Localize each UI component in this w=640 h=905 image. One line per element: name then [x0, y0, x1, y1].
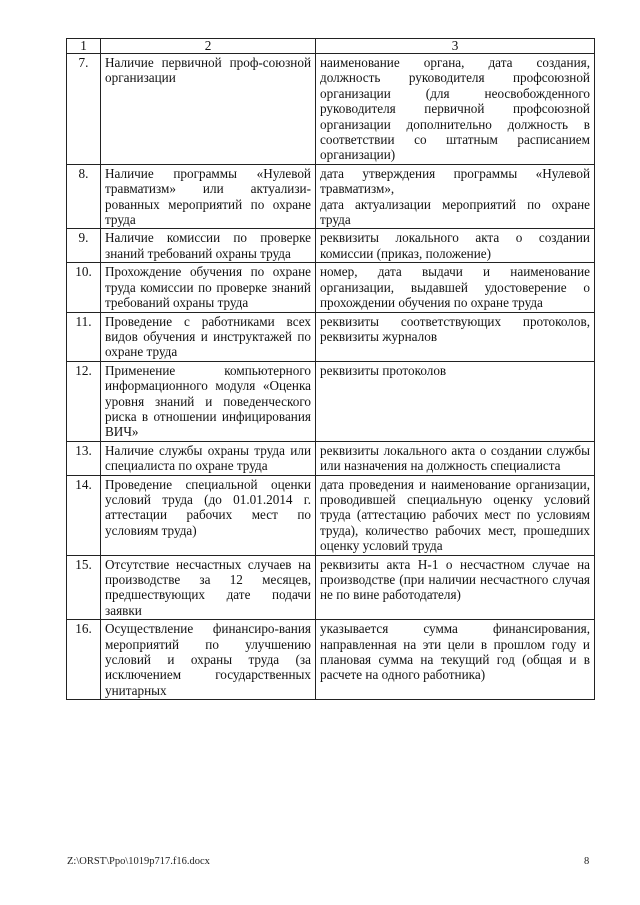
- row-number: 8.: [67, 164, 101, 229]
- table-row: [67, 620, 595, 700]
- row-number: 15.: [67, 555, 101, 620]
- table-row: [67, 164, 595, 229]
- page-number: 8: [584, 856, 590, 867]
- row-number: 9.: [67, 229, 101, 263]
- row-number: 7.: [67, 54, 101, 165]
- table-row: [67, 229, 595, 263]
- row-item: Наличие первичной проф-союзной организации: [101, 54, 316, 165]
- row-details: наименование органа, дата создания, должность руководителя профсоюзной организации (для неосвобожденного руководителя первичной профсоюзной организации дополнительно должность в соответствии со штатным расписанием организации): [316, 54, 595, 165]
- document-table: [66, 38, 595, 700]
- row-details: дата проведения и наименование организации, проводившей специальную оценку условий труда (аттестацию рабочих мест по условиям труда), количество рабочих мест, прошедших оценку условий труда: [316, 475, 595, 555]
- footer-file-path: Z:\ORST\Ppo\1019p717.f16.docx: [67, 856, 210, 867]
- row-item: Применение компьютерного информационного модуля «Оценка уровня знаний и поведенческого риска в отношении инфицирования ВИЧ»: [101, 361, 316, 441]
- table-row: [67, 54, 595, 165]
- row-details: номер, дата выдачи и наименование организации, выдавшей удостоверение о прохождении обучения по охране труда: [316, 263, 595, 312]
- header-cell: 1: [67, 39, 101, 54]
- row-item: Осуществление финансиро-вания мероприятий по улучшению условий и охраны труда (за исключением государственных унитарных: [101, 620, 316, 700]
- row-details: реквизиты протоколов: [316, 361, 595, 441]
- row-number: 11.: [67, 312, 101, 361]
- row-number: 12.: [67, 361, 101, 441]
- row-item: Отсутствие несчастных случаев на производстве за 12 месяцев, предшествующих дате подачи заявки: [101, 555, 316, 620]
- row-item: Прохождение обучения по охране труда комиссии по проверке знаний требований охраны труда: [101, 263, 316, 312]
- row-details: реквизиты локального акта о создании комиссии (приказ, положение): [316, 229, 595, 263]
- row-item: Проведение с работниками всех видов обучения и инструктажей по охране труда: [101, 312, 316, 361]
- row-details: дата утверждения программы «Нулевой травматизм», дата актуализации мероприятий по охране труда: [316, 164, 595, 229]
- row-number: 13.: [67, 441, 101, 475]
- header-cell: 3: [316, 39, 595, 54]
- row-item: Проведение специальной оценки условий труда (до 01.01.2014 г. аттестации рабочих мест по условиям труда): [101, 475, 316, 555]
- table-row: [67, 555, 595, 620]
- row-number: 14.: [67, 475, 101, 555]
- row-item: Наличие службы охраны труда или специалиста по охране труда: [101, 441, 316, 475]
- row-item: Наличие комиссии по проверке знаний требований охраны труда: [101, 229, 316, 263]
- table-row: [67, 441, 595, 475]
- table-row: [67, 312, 595, 361]
- header-cell: 2: [101, 39, 316, 54]
- row-details: реквизиты локального акта о создании службы или назначения на должность специалиста: [316, 441, 595, 475]
- row-number: 10.: [67, 263, 101, 312]
- row-details: указывается сумма финансирования, направленная на эти цели в прошлом году и плановая сумма на текущий год (общая и в расчете на одного работника): [316, 620, 595, 700]
- table-row: [67, 361, 595, 441]
- table-row: [67, 475, 595, 555]
- row-details: реквизиты акта Н-1 о несчастном случае на производстве (при наличии несчастного случая не по вине работодателя): [316, 555, 595, 620]
- row-details: реквизиты соответствующих протоколов, реквизиты журналов: [316, 312, 595, 361]
- row-number: 16.: [67, 620, 101, 700]
- table-row: [67, 263, 595, 312]
- row-item: Наличие программы «Нулевой травматизм» или актуализи-рованных мероприятий по охране труда: [101, 164, 316, 229]
- table-header-row: [67, 39, 595, 54]
